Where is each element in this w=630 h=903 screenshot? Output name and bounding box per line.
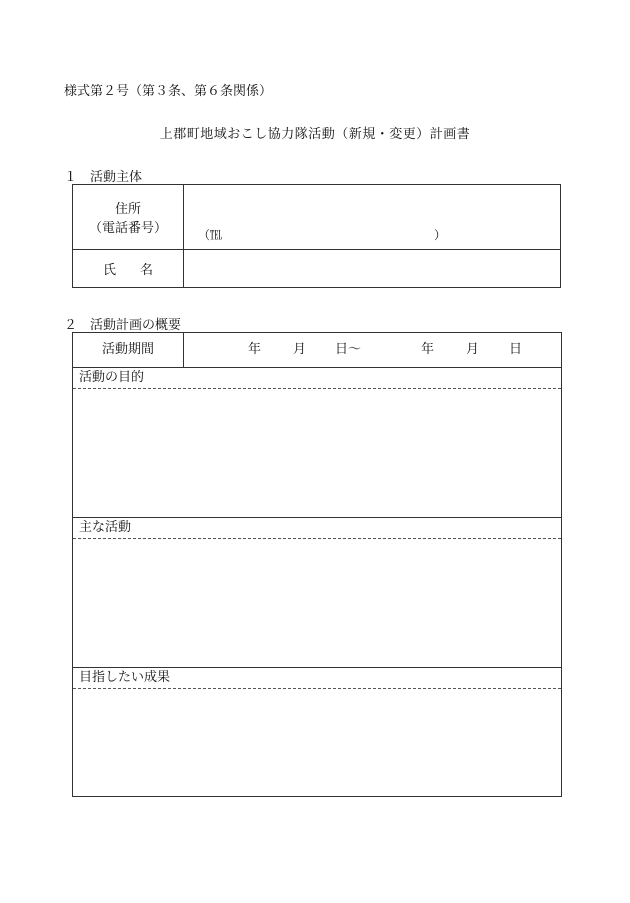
document-title: 上郡町地域おこし協力隊活動（新規・変更）計画書 — [159, 127, 471, 142]
main-activity-block — [73, 518, 561, 668]
start-month-label: 月 — [293, 342, 307, 357]
period-row — [73, 333, 561, 368]
name-label: 氏 名 — [103, 263, 153, 278]
section-2-heading — [64, 314, 181, 333]
address-field[interactable] — [184, 185, 561, 250]
section-1-title: 活動主体 — [90, 170, 143, 185]
purpose-block — [73, 368, 561, 518]
main-activity-label: 主な活動 — [73, 518, 561, 539]
entity-table — [72, 184, 561, 288]
section-2-title: 活動計画の概要 — [90, 318, 182, 333]
name-field[interactable] — [184, 250, 561, 288]
start-day-label: 日～ — [335, 342, 362, 357]
section-1-number: １ — [64, 170, 78, 185]
section-1-heading — [64, 166, 142, 185]
address-label: 住所 — [114, 202, 142, 217]
main-activity-field[interactable] — [73, 539, 561, 667]
period-label: 活動期間 — [73, 333, 184, 367]
name-label-cell — [73, 250, 184, 288]
purpose-label: 活動の目的 — [73, 368, 561, 389]
plan-box — [72, 332, 562, 797]
section-2-number: ２ — [64, 318, 78, 333]
period-field[interactable] — [184, 333, 561, 367]
start-year-label: 年 — [248, 342, 262, 357]
goals-field[interactable] — [73, 689, 561, 795]
end-month-label: 月 — [466, 342, 480, 357]
goals-block — [73, 668, 561, 796]
form-number: 様式第２号（第３条、第６条関係） — [64, 84, 273, 99]
end-day-label: 日 — [509, 342, 523, 357]
tel-open-label: （℡ — [198, 228, 223, 242]
goals-label: 目指したい成果 — [73, 668, 561, 689]
tel-close-paren: ） — [434, 228, 447, 242]
end-year-label: 年 — [421, 342, 435, 357]
tel-field[interactable] — [198, 226, 447, 243]
phone-label: （電話番号） — [88, 221, 167, 236]
purpose-field[interactable] — [73, 389, 561, 517]
address-label-cell — [73, 185, 184, 250]
